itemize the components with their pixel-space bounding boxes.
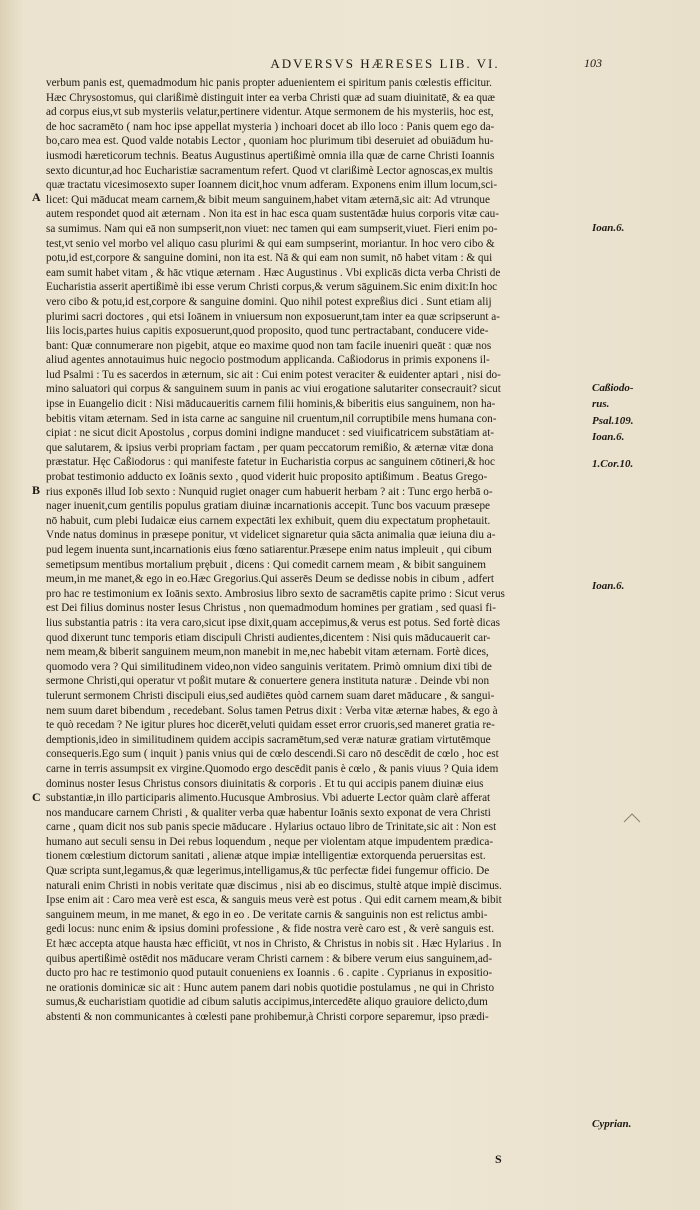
text-line: sumus,& eucharistiam quotidie ad cibum salutis accipimus,intercedēte aliquo grauiore delicto,dum: [46, 996, 488, 1009]
text-line: carne in terris assumpsit ex virgine.Quomodo ergo descēdit panis è cœlo , & panis viuus ? Quia idem: [46, 762, 499, 775]
text-line: est Dei filius dominus noster Iesus Christus , non quemadmodum homines per gratiam , sed quasi fi-: [46, 602, 496, 615]
text-line: tulerunt sermonem Christi discipuli eius,sed audiētes quòd carnem suam daret māducare , & sangui-: [46, 689, 495, 702]
text-line: abstenti & non communicantes à cœlesti pane prohibemur,à Christi corpore separemur, ipso prædi-: [46, 1011, 489, 1023]
text-line: meum,in me manet,& ego in eo.Hæc Gregorius.Qui asserēs Deum se dedisse nobis in cibum , adfert: [46, 573, 495, 586]
text-line: bebitis vitam æternam. Sed in ista carne ac sanguine nil cruentum,nil corruptibile mens humana con-: [46, 412, 497, 425]
text-line: pud legem inuenta sunt,incarnationis eius fœno satiarentur.Præsepe enim natus impleuit , qui cibum: [46, 544, 492, 556]
text-line: vero cibo & potu,id est,corpore & sanguine domini. Quo nihil potest expreßius dici . Sunt etiam alij: [46, 295, 492, 308]
text-line: quod dixerunt tunc temporis etiam discipuli Christi audientes,dicentem : Nisi quis māducauerit car-: [46, 631, 491, 644]
text-line: Et hæc accepta atque hausta hæc efficiūt, vt nos in Christo, & Christus in nobis sit . Hæc Hylarius . In: [46, 938, 502, 951]
text-line: quibus apertißimè ostēdit nos māducare veram Christi carnem : & bibere verum eius sanguinem,ad-: [46, 952, 493, 965]
text-line: nos manducare carnem Christi , & qualiter verba quæ habentur Ioānis sexto exponat de vera Christi: [46, 806, 491, 819]
text-line: consequeris.Ego sum ( inquit ) panis vnius qui de cœlo descendi.Si caro nō descēdit de cœlo , hoc est: [46, 748, 499, 761]
text-line: ne orationis dominicæ sic ait : Hunc autem panem dari nobis quotidie postulamus , ne qui in Christo: [46, 981, 495, 994]
text-line: licet: Qui māducat meam carnem,& bibit meum sanguinem,habet vitam æternā,sic ait: Ad vtrunque: [46, 193, 490, 206]
marginal-note: Ioan.6.: [592, 580, 625, 592]
text-line: iusmodi hæreticorum technis. Beatus Augustinus apertißimè omnia illa quæ de carne Christi Ioannis: [46, 149, 495, 162]
text-line: Eucharistia asserit apertißimè ibi esse verum Christi corpus,& verum sāguinem.Sic enim dixit:In hoc: [46, 281, 498, 294]
folio-number: 103: [584, 56, 602, 70]
text-line: rius exponēs illud Iob sexto : Nunquid rugiet onager cum habuerit herbam ? ait : Tunc ergo herbā o-: [46, 485, 493, 498]
text-line: plurimi sacri doctores , qui etsi Ioānem in vniuersum non exposuerunt,tam inter ea quæ scripserunt a-: [46, 310, 500, 323]
signature-mark: S: [495, 1152, 502, 1166]
text-line: ad corpus eius,vt sub mysteriis velatur,pertinere videntur. Atque sermonem de his mysteriis, hoc est,: [46, 106, 494, 119]
text-line: carne , quam dicit nos sub panis specie māducare . Hylarius octauo libro de Trinitate,sic ait : Non est: [46, 821, 497, 834]
marginal-note: Psal.109.: [592, 415, 634, 427]
text-line: bant: Quæ connumerare non pigebit, atque eo maxime quod non tam facile inueniri queāt : quæ nos: [46, 339, 492, 352]
text-line: pro hac re testimonium ex Ioānis sexto. Ambrosius libro sexto de sacramētis capite primo : Sicut verus: [46, 587, 505, 600]
text-line: sanguinem meum, in me manet, & ego in eo . De veritate carnis & sanguinis non est relictus ambi-: [46, 908, 488, 921]
text-line: probat testimonio adducto ex Ioānis sexto , quod viderit huic proposito aptißimum . Beatus Grego-: [46, 471, 488, 484]
text-line: verbum panis est, quemadmodum hic panis propter aduenientem ei spiritum panis cœlestis efficitur.: [46, 77, 492, 89]
text-line: autem respondet quod ait æternam . Non ita est in hac esca quam sustentādæ huius corporis vitæ cau-: [46, 208, 499, 221]
text-line: bo,caro mea est. Quod valde notabis Lector , quoniam hoc plurimum tibi deseruiet ad obuiādum hu-: [46, 135, 494, 148]
text-line: test,vt senio vel morbo vel aliquo casu plurimi & qui eam sumpserint, moriantur. In hoc vero cibo &: [46, 237, 495, 250]
marginal-note: 1.Cor.10.: [592, 458, 634, 470]
marginal-note: Caßiodo-: [592, 382, 634, 394]
text-line: sa sumimus. Nam qui eā non sumpserit,non viuet: nec tamen qui eam sumpserit,viuet. Fieri enim po-: [46, 222, 498, 235]
text-line: liis locis,partes huius capitis exposuerunt,quod proposito, quod tunc pertractabant, conducere vide-: [46, 325, 489, 338]
text-line: eam sumit habet vitam , & hāc vtique æternam . Hæc Augustinus . Vbi explicās dicta verba Christi de: [46, 266, 501, 279]
text-line: ducto pro hac re testimonio quod putauit conueniens ex Ioannis . 6 . capite . Cyprianus in expositio-: [46, 967, 493, 980]
text-line: de hoc sacramēto ( nam hoc ipse appellat mysteria ) inchoari docet ab illo loco : Panis quem ego da-: [46, 120, 495, 133]
text-line: Quæ scripta sunt,legamus,& quæ legerimus,intelligamus,& tūc perfectæ fidei fungemur officio. De: [46, 865, 490, 878]
main-text-column: [46, 76, 586, 1025]
text-line: lud Psalmi : Tu es sacerdos in æternum, sic ait : Cui enim potest veraciter & euidenter aptari , nisi do-: [46, 368, 501, 381]
text-line: cipiat : ne sicut dicit Apostolus , corpus domini indigne manducet : sed viuificatricem substātiam at-: [46, 427, 495, 440]
text-line: tionem cœlestium dictorum sanitati , alienæ atque impiæ intelligentiæ extorquenda peruersitas est.: [46, 850, 486, 863]
text-line: dominus noster Iesus Christus consors diuinitatis & corporis . Et tu qui accipis panem diuinæ eius: [46, 777, 484, 790]
text-line: semetipsum mentibus mortalium prębuit , dicens : Qui comedit carnem meam , & bibit sanguinem: [46, 558, 486, 571]
ink-mark-icon: [622, 812, 642, 824]
text-line: demptionis,ideo in similitudinem quidem accipis sacramētum,sed veræ naturæ gratiam virtutēmque: [46, 733, 491, 746]
text-line: lius substantia patris : ita vera caro,sicut ipse dixit,quam accepimus,& verus est potus. Sed fortè dicas: [46, 616, 500, 629]
text-line: humano aut seculi sensu in Dei rebus loquendum , neque per violentam atque impudentem prædica-: [46, 835, 494, 848]
text-line: Ipse enim ait : Caro mea verè est esca, & sanguis meus verè est potus . Qui edit carnem meam,& bibit: [46, 894, 502, 907]
text-line: Hæc Chrysostomus, qui clarißimè distinguit inter ea verba Christi quæ ad suam diuinitatē, & ea quæ: [46, 91, 495, 104]
text-line: sexto dicuntur,ad hoc Eucharistiæ sacramentum refert. Quod vt clarißimè Lector agnoscas,ex multis: [46, 164, 493, 177]
text-line: nem suum daret bibendum , recedebant. Solus tamen Petrus dixit : Verba vitæ æternæ habes, & ego à: [46, 704, 498, 717]
text-line: aliud agentes annotauimus huic negocio postmodum applicanda. Caßiodorus in primis exponens il-: [46, 354, 490, 367]
text-line: naturali enim Christi in nobis veritate quæ discimus , nisi ab eo discimus, stultè atque impiè discimus.: [46, 879, 502, 892]
text-line: quæ tractatu vicesimosexto super Ioannem dicit,hoc vnum adferam. Exponens enim illum locum,sci-: [46, 179, 498, 192]
section-letter-b: B: [32, 483, 41, 497]
text-line: ipse in Euangelio dicit : Nisi māducaueritis carnem filii hominis,& biberitis eius sanguinem, non ha-: [46, 398, 496, 411]
text-line: nem meam,& biberit sanguinem meum,non manebit in me,nec habebit vitam æternam. Fortè dices,: [46, 646, 489, 659]
text-line: potu,id est,corpore & sanguine domini, non ita est. Nā & qui eam non sumit, nō habet vitam : & qui: [46, 252, 493, 265]
text-line: substantiæ,in illo participaris alimento.Hucusque Ambrosius. Vbi aduerte Lector quàm clarè afferat: [46, 792, 491, 805]
marginal-note: Ioan.6.: [592, 431, 625, 443]
section-letter-c: C: [32, 790, 41, 804]
text-line: sermone Christi,qui operatur vt poßit mutare & conuertere genera instituta naturæ . Deinde vbi non: [46, 675, 490, 688]
running-title: ADVERSVS HÆRESES LIB. VI.: [270, 56, 500, 71]
text-line: gedi locus: nunc enim & ipsius domini professione , & fide nostra verè caro est , & verè sanguis est.: [46, 923, 495, 936]
marginal-note: Ioan.6.: [592, 222, 625, 234]
text-line: quomodo vera ? Qui similitudinem video,non video sanguinis veritatem. Primò omnium dixi tibi de: [46, 660, 492, 673]
section-letter-a: A: [32, 190, 41, 204]
marginal-note: rus.: [592, 398, 610, 410]
text-line: Vnde natus dominus in præsepe ponitur, vt videlicet signaretur quia sācta animalia quæ ieiuna diu a-: [46, 529, 496, 542]
marginal-note: Cyprian.: [592, 1118, 632, 1130]
text-line: te quò recedam ? Ne igitur plures hoc dicerēt,veluti quidam esset error cruoris,sed maneret gratia re-: [46, 719, 495, 732]
text-line: mino saluatori qui corpus & sanguinem suum in panis ac viui erogatione salutariter consecrauit? sicut: [46, 383, 501, 396]
text-line: nager inuenit,cum gentilis populus gratiam diuinæ incarnationis accepit. Tunc bos vacuum præsepe: [46, 500, 490, 513]
text-line: nō habuit, cum plebi Iudaicæ eius carnem expectāti lex exhibuit, quem diu expectatum prophetauit.: [46, 514, 491, 527]
text-line: præstatur. Hęc Caßiodorus : qui manifeste fatetur in Eucharistia corpus ac sanguinem cōtineri,& hoc: [46, 456, 495, 469]
text-line: que salutarem, & ipsius verbi propriam factam , per quam peccatorum remißio, & æternæ vitæ dona: [46, 441, 494, 454]
